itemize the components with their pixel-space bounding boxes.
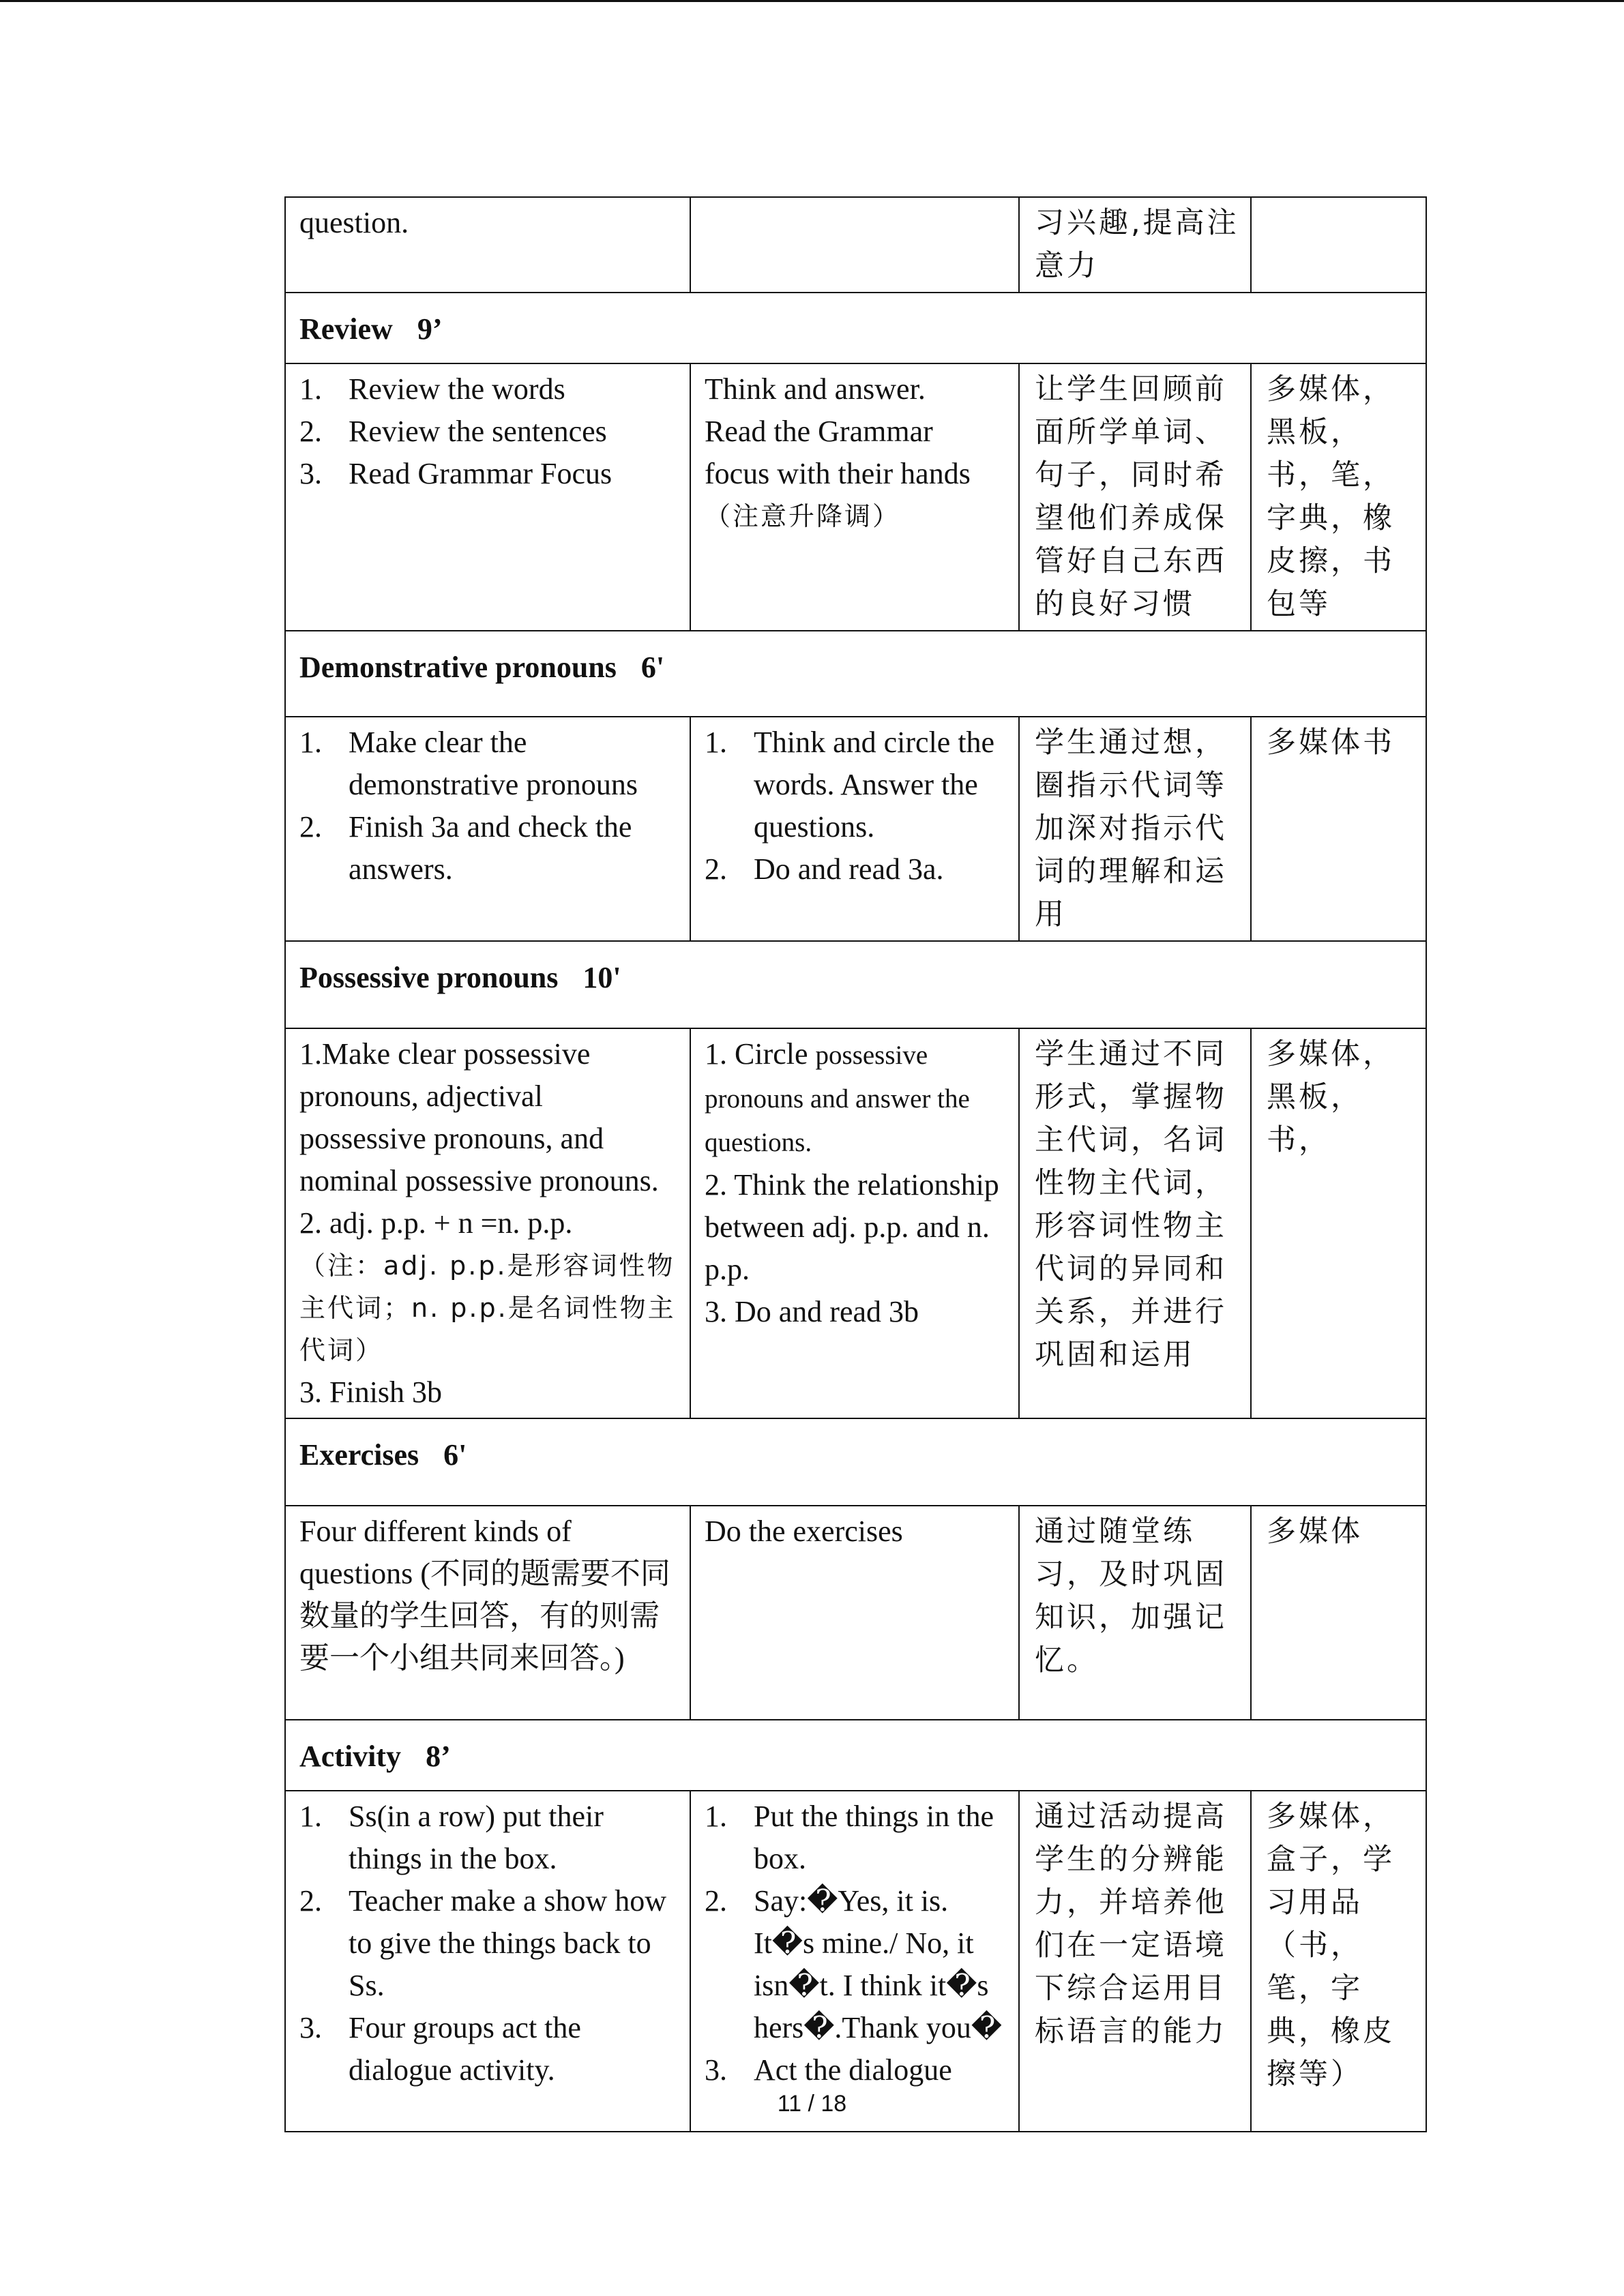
possessive-teacher-cell	[285, 1028, 690, 1418]
review-teacher-cell	[285, 363, 690, 631]
lesson-plan-table	[284, 196, 1427, 2132]
section-header-cell	[285, 941, 1426, 1028]
activity-resources-cell: 多媒体，盒子，学习用品（书，笔，字典，橡皮擦等）	[1251, 1791, 1426, 2132]
section-title: Review	[299, 312, 393, 346]
exercises-teacher-cell: Four different kinds of questions (不同的题需要不同数量的学生回答，有的则需要一个小组共同来回答。)	[285, 1506, 690, 1720]
review-student-line2: Read the Grammar focus with their hands	[705, 415, 971, 490]
table-row-possessive	[285, 1028, 1426, 1418]
section-header-cell	[285, 293, 1426, 363]
list-item: 1. Put the things in the box.	[705, 1800, 994, 1875]
table-row-exercises	[285, 1506, 1426, 1720]
demonstrative-purpose-cell: 学生通过想，圈指示代词等加深对指示代词的理解和运用	[1019, 717, 1251, 941]
section-title: Activity	[299, 1740, 402, 1773]
exercises-student-cell: Do the exercises	[690, 1506, 1019, 1720]
section-header-cell	[285, 1720, 1426, 1791]
activity-teacher-list	[299, 1795, 676, 2091]
possessive-student-p1: 1. Circle possessive pronouns and answer the questions.	[705, 1037, 970, 1157]
demonstrative-teacher-list	[299, 721, 676, 891]
exercises-resources-cell: 多媒体	[1251, 1506, 1426, 1720]
possessive-student-p2: 2. Think the relationship between adj. p.p. and n. p.p.	[705, 1168, 999, 1286]
section-header-exercises	[285, 1418, 1426, 1506]
section-header-review	[285, 293, 1426, 363]
activity-teacher-cell	[285, 1791, 690, 2132]
demonstrative-student-list	[705, 721, 1005, 891]
section-title: Possessive pronouns	[299, 961, 559, 994]
possessive-purpose-cell: 学生通过不同形式，掌握物主代词，名词性物主代词，形容词性物主代词的异同和关系，并进行巩固和运用	[1019, 1028, 1251, 1418]
list-item: 1. Ss(in a row) put their things in the box.	[299, 1800, 604, 1875]
intro-resources-cell	[1251, 197, 1426, 293]
table-row-demonstrative	[285, 717, 1426, 941]
possessive-resources-cell: 多媒体，黑板，书，	[1251, 1028, 1426, 1418]
review-student-line1: Think and answer.	[705, 372, 926, 406]
list-item: 3. Four groups act the dialogue activity.	[299, 2011, 581, 2087]
review-student-cell	[690, 363, 1019, 631]
page-number: 11 / 18	[777, 2091, 847, 2117]
section-header-activity	[285, 1720, 1426, 1791]
review-purpose-cell: 让学生回顾前面所学单词、句子，同时希望他们养成保管好自己东西的良好习惯	[1019, 363, 1251, 631]
intro-student-cell	[690, 197, 1019, 293]
top-border-line	[0, 0, 1624, 2]
section-header-cell	[285, 1418, 1426, 1506]
activity-student-cell	[690, 1791, 1019, 2132]
activity-student-list	[705, 1795, 1005, 2091]
list-item: 1. Make clear the demonstrative pronouns	[299, 726, 638, 801]
list-item: 2. Teacher make a show how to give the things back to Ss.	[299, 1884, 667, 2002]
intro-teacher-cell: question.	[285, 197, 690, 293]
table-row-review	[285, 363, 1426, 631]
possessive-teacher-p2: 2. adj. p.p. + n =n. p.p.	[299, 1206, 573, 1240]
list-item: 1. Review the words	[299, 372, 565, 406]
possessive-student-cell	[690, 1028, 1019, 1418]
section-minutes: 6'	[443, 1438, 467, 1472]
review-student-note: （注意升降调）	[705, 501, 901, 531]
list-item: 3. Read Grammar Focus	[299, 457, 612, 490]
demonstrative-teacher-cell	[285, 717, 690, 941]
list-item: 1. Think and circle the words. Answer the questions.	[705, 726, 995, 844]
list-item: 2. Review the sentences	[299, 415, 607, 448]
review-resources-cell: 多媒体，黑板，书，笔，字典，橡皮擦，书包等	[1251, 363, 1426, 631]
possessive-teacher-note: （注：adj. p.p.是形容词性物主代词；n. p.p.是名词性物主代词）	[299, 1251, 676, 1365]
section-title: Exercises	[299, 1438, 419, 1472]
section-minutes: 8’	[426, 1740, 451, 1773]
possessive-teacher-p4: 3. Finish 3b	[299, 1375, 443, 1409]
list-item: 2. Finish 3a and check the answers.	[299, 810, 632, 886]
activity-purpose-cell: 通过活动提高学生的分辨能力，并培养他们在一定语境下综合运用目标语言的能力	[1019, 1791, 1251, 2132]
possessive-student-p3: 3. Do and read 3b	[705, 1295, 919, 1328]
section-header-demonstrative	[285, 631, 1426, 717]
section-minutes: 6'	[640, 651, 665, 684]
list-item: 3. Act the dialogue	[705, 2053, 952, 2087]
section-header-cell	[285, 631, 1426, 717]
intro-purpose-cell: 习兴趣,提高注意力	[1019, 197, 1251, 293]
demonstrative-student-cell	[690, 717, 1019, 941]
section-minutes: 9’	[417, 312, 443, 346]
list-item: 2. Do and read 3a.	[705, 852, 944, 886]
review-teacher-list	[299, 368, 676, 495]
demonstrative-resources-cell: 多媒体书	[1251, 717, 1426, 941]
section-title: Demonstrative pronouns	[299, 651, 617, 684]
section-header-possessive	[285, 941, 1426, 1028]
possessive-teacher-p1: 1.Make clear possessive pronouns, adjectival possessive pronouns, and nominal possessive pronouns.	[299, 1037, 659, 1197]
table-row-activity	[285, 1791, 1426, 2132]
section-minutes: 10'	[582, 961, 621, 994]
list-item: 2. Say:�Yes, it is. It�s mine./ No, it isn�t. I think it�s hers�.Thank you�	[705, 1884, 1002, 2044]
table-row-intro-continued	[285, 197, 1426, 293]
exercises-purpose-cell: 通过随堂练习，及时巩固知识，加强记忆。	[1019, 1506, 1251, 1720]
